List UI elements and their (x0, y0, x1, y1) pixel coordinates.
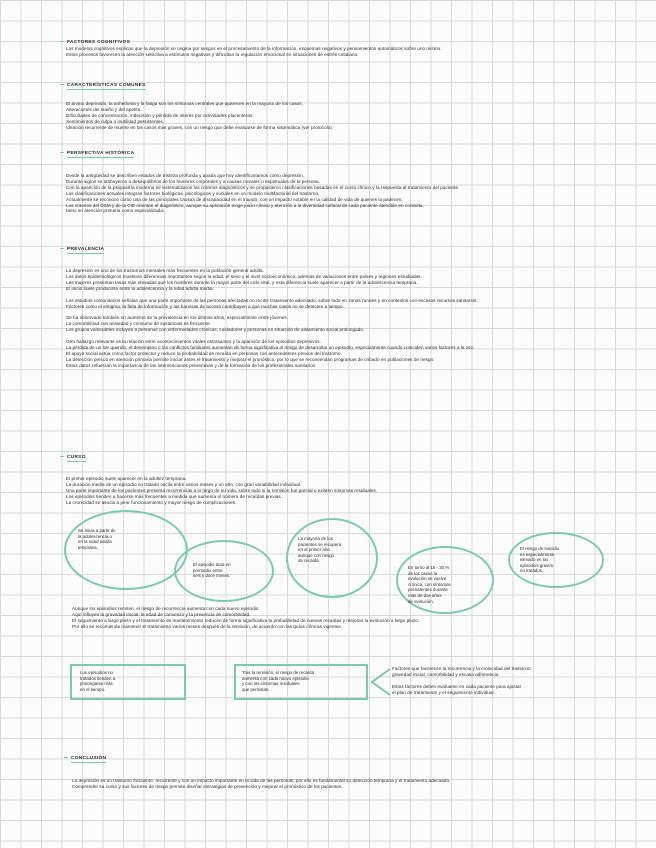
text-line: tanto en atención primaria como especializada. (66, 208, 165, 214)
text-line: Desde la antigüedad se describen estados de tristeza profunda y apatía que hoy identificaríamos como depresión. (66, 173, 305, 178)
text-line: El inicio suele producirse entre la adolescencia y la edad adulta media. (66, 285, 214, 291)
text-line: La pérdida de un ser querido, el desempleo o los conflictos familiares aumentan de forma significativa el riesgo de desarrollar un episodio, especialmente cuando coinciden varios factores a la vez. (66, 345, 475, 351)
text-line: Aunque los episodios remiten, el riesgo de recurrencia aumenta con cada nuevo episodio. (72, 606, 260, 611)
text-line: Sentimientos de culpa o inutilidad persistentes. (66, 118, 165, 124)
note-box-remission-text: Tras la remisión, el riesgo de recaída aumenta con cada nuevo episodio y con los síntomas residuales que persistan. (242, 670, 315, 692)
text-line: Otro hallazgo relevante es la relación entre acontecimientos vitales estresantes y la aparición de los episodios depresivos. (66, 339, 321, 345)
text-line: Por ello se recomienda mantener el tratamiento varios meses después de la remisión, de acuerdo con las guías clínicas vigentes. (72, 623, 343, 629)
section-heading-perspectiva: PERSPECTIVA HISTÓRICA (60, 151, 134, 156)
text-line: La cronicidad se asocia a peor funcionamiento y mayor riesgo de complicaciones. (66, 499, 237, 505)
text-line: Dificultades de concentración, indecisión y pérdida de interés por actividades placenteras. (66, 112, 254, 118)
perspectiva-body (66, 173, 626, 214)
text-line: Ideación recurrente de muerte en los casos más graves, con un riesgo que debe evaluarse de forma sistemática (ver protocolo). (66, 124, 334, 130)
conclusion-body (72, 778, 628, 790)
section-heading-conclusion: CONCLUSIÓN (64, 756, 106, 761)
text-line: Factores que favorecen la recurrencia y la cronicidad del trastorno: (392, 666, 532, 671)
text-line: El primer episodio suele aparecer en la adultez temprana. (66, 476, 187, 481)
caracteristicas-body (66, 101, 606, 131)
text-line: Durante siglos se atribuyeron a desequilibrios de los humores corporales y a causas morales o espirituales de la persona. (66, 178, 320, 184)
text-line: La depresión es uno de los trastornos mentales más frecuentes en la población general adulta. (66, 268, 264, 273)
text-line: La detección precoz en atención primaria permite iniciar antes el tratamiento y mejorar el pronóstico, por lo que se recomiendan programas de cribado en poblaciones de riesgo. (66, 356, 435, 362)
section-heading-caracteristicas: CARACTERÍSTICAS COMUNES (60, 83, 146, 88)
bubble-onset-text: Se inicia a partir de la adolescencia o en la edad adulta temprana. (78, 528, 116, 550)
prevalencia-body (66, 268, 626, 369)
text-line: Se ha observado también un aumento de la prevalencia en los últimos años, especialmente entre jóvenes. (66, 315, 288, 321)
bubble-duration-text: El episodio dura en promedio entre seis y doce meses. (193, 562, 231, 579)
note-box-untreated-text: Los episodios no tratados tienden a prolongarse más en el tiempo. (80, 670, 116, 692)
text-line: Actualmente se reconoce como una de las principales causas de discapacidad en el mundo, con un impacto notable en la calidad de vida de quienes la padecen. (66, 196, 403, 202)
text-line: Estos datos refuerzan la importancia de las intervenciones preventivas y de la formación de los profesionales sanitarios. (66, 362, 317, 368)
section-heading-curso: CURSO (60, 455, 86, 460)
curso-body (66, 476, 626, 506)
side-notes (392, 666, 632, 696)
text-line: Los datos epidemiológicos muestran diferencias importantes según la edad, el sexo y el nivel socioeconómico, además de variaciones entre países y regiones estudiadas. (66, 273, 422, 279)
text-line: El ánimo deprimido, la anhedonia y la fatiga son los síntomas centrales que aparecen en la mayoría de los casos. (66, 101, 303, 106)
text-line: Estos procesos favorecen la atención selectiva a estímulos negativos y dificultan la regulación emocional en situaciones de estrés cotidiano. (66, 51, 359, 57)
text-line: Los estudios comunitarios señalan que una parte importante de las personas afectadas no recibe tratamiento adecuado, sobre todo en zonas rurales y en contextos con escasos recursos sanitarios. (66, 297, 478, 303)
text-line: Aquí influyen la gravedad inicial, la edad de comienzo y la presencia de comorbilidad. (72, 611, 251, 617)
text-line: El seguimiento a largo plazo y el tratamiento de mantenimiento reducen de forma significativa la probabilidad de nuevas recaídas y mejoran la evolución a largo plazo. (72, 617, 420, 623)
text-line: Con la aparición de la psiquiatría moderna se sistematizaron los criterios diagnósticos y se propusieron clasificaciones basadas en el curso clínico y la respuesta al tratamiento del paciente. (66, 184, 460, 190)
text-line: el plan de tratamiento y el seguimiento individual. (392, 689, 495, 695)
section-heading-prevalencia: PREVALENCIA (60, 247, 104, 252)
text-line: Estos factores deben evaluarse en cada paciente para ajustar (392, 683, 522, 689)
text-line: Las mujeres presentan tasas más elevadas que los hombres durante la mayor parte del ciclo vital, y esta diferencia suele aparecer a partir de la adolescencia temprana. (66, 279, 418, 285)
bubble-suicide-text: El riesgo de suicidio es especialmente elevado en los episodios graves no tratados. (520, 546, 560, 574)
bubble-chronic-text: En torno al 15 - 20 % de los casos la evolución se vuelve crónica, con síntomas persistentes durante más de dos años de evolución. (408, 565, 451, 604)
text-line: Una parte importante de los pacientes presenta recurrencias a lo largo de su vida, sobre todo si la remisión fue parcial o existen síntomas residuales. (66, 487, 378, 493)
text-line: La depresión es un trastorno frecuente, recurrente y con un impacto importante en la vida de las personas; por ello es fundamental su detección temprana y el tratamiento adecuado. (72, 778, 451, 783)
text-line: Comprender su curso y sus factores de riesgo permite diseñar estrategias de prevención y mejorar el pronóstico de los pacientes. (72, 783, 343, 789)
text-line: gravedad inicial, comorbilidad y escasa adherencia (392, 671, 499, 677)
text-line: La comorbilidad con ansiedad y consumo de sustancias es frecuente. (66, 321, 212, 327)
text-line: Factores como el estigma, la falta de información y las barreras de acceso contribuyen a que muchos casos no se detecten a tiempo. (66, 303, 344, 309)
text-line: Los modelos cognitivos explican que la depresión se origina por sesgos en el procesamiento de la información, esquemas negativos y pensamientos automáticos sobre uno mismo. (66, 46, 442, 51)
text-line: El apoyo social actúa como factor protector y reduce la probabilidad de recaída en personas con antecedentes previos del trastorno. (66, 350, 342, 356)
after-curso-body (72, 606, 627, 630)
section-heading-intro: FACTORES COGNITIVOS (60, 40, 130, 45)
text-line: Los episodios tienden a hacerse más frecuentes a medida que aumenta el número de recaídas previas. (66, 493, 283, 499)
text-line: Las clasificaciones actuales integran factores biológicos, psicológicos y sociales en un modelo multifactorial del trastorno. (66, 190, 320, 196)
text-line: Alteraciones del sueño y del apetito. (66, 106, 142, 112)
intro-body (66, 46, 626, 58)
text-line: La duración media de un episodio no tratado oscila entre varios meses y un año, con gran variabilidad individual. (66, 481, 302, 487)
bracket-arrow-icon (368, 667, 392, 697)
text-line: Los grupos vulnerables incluyen a personas con enfermedades crónicas, cuidadores y personas en situación de aislamiento social prolongado. (66, 327, 365, 333)
text-line: Los criterios del DSM y de la CIE orientan el diagnóstico, aunque su aplicación exige juicio clínico y atención a la diversidad cultural de cada paciente atendido en consulta, (66, 202, 424, 208)
bubble-recovery-text: La mayoría de los pacientes se recupera en el primer año aunque con riesgo de recaída (298, 536, 342, 564)
